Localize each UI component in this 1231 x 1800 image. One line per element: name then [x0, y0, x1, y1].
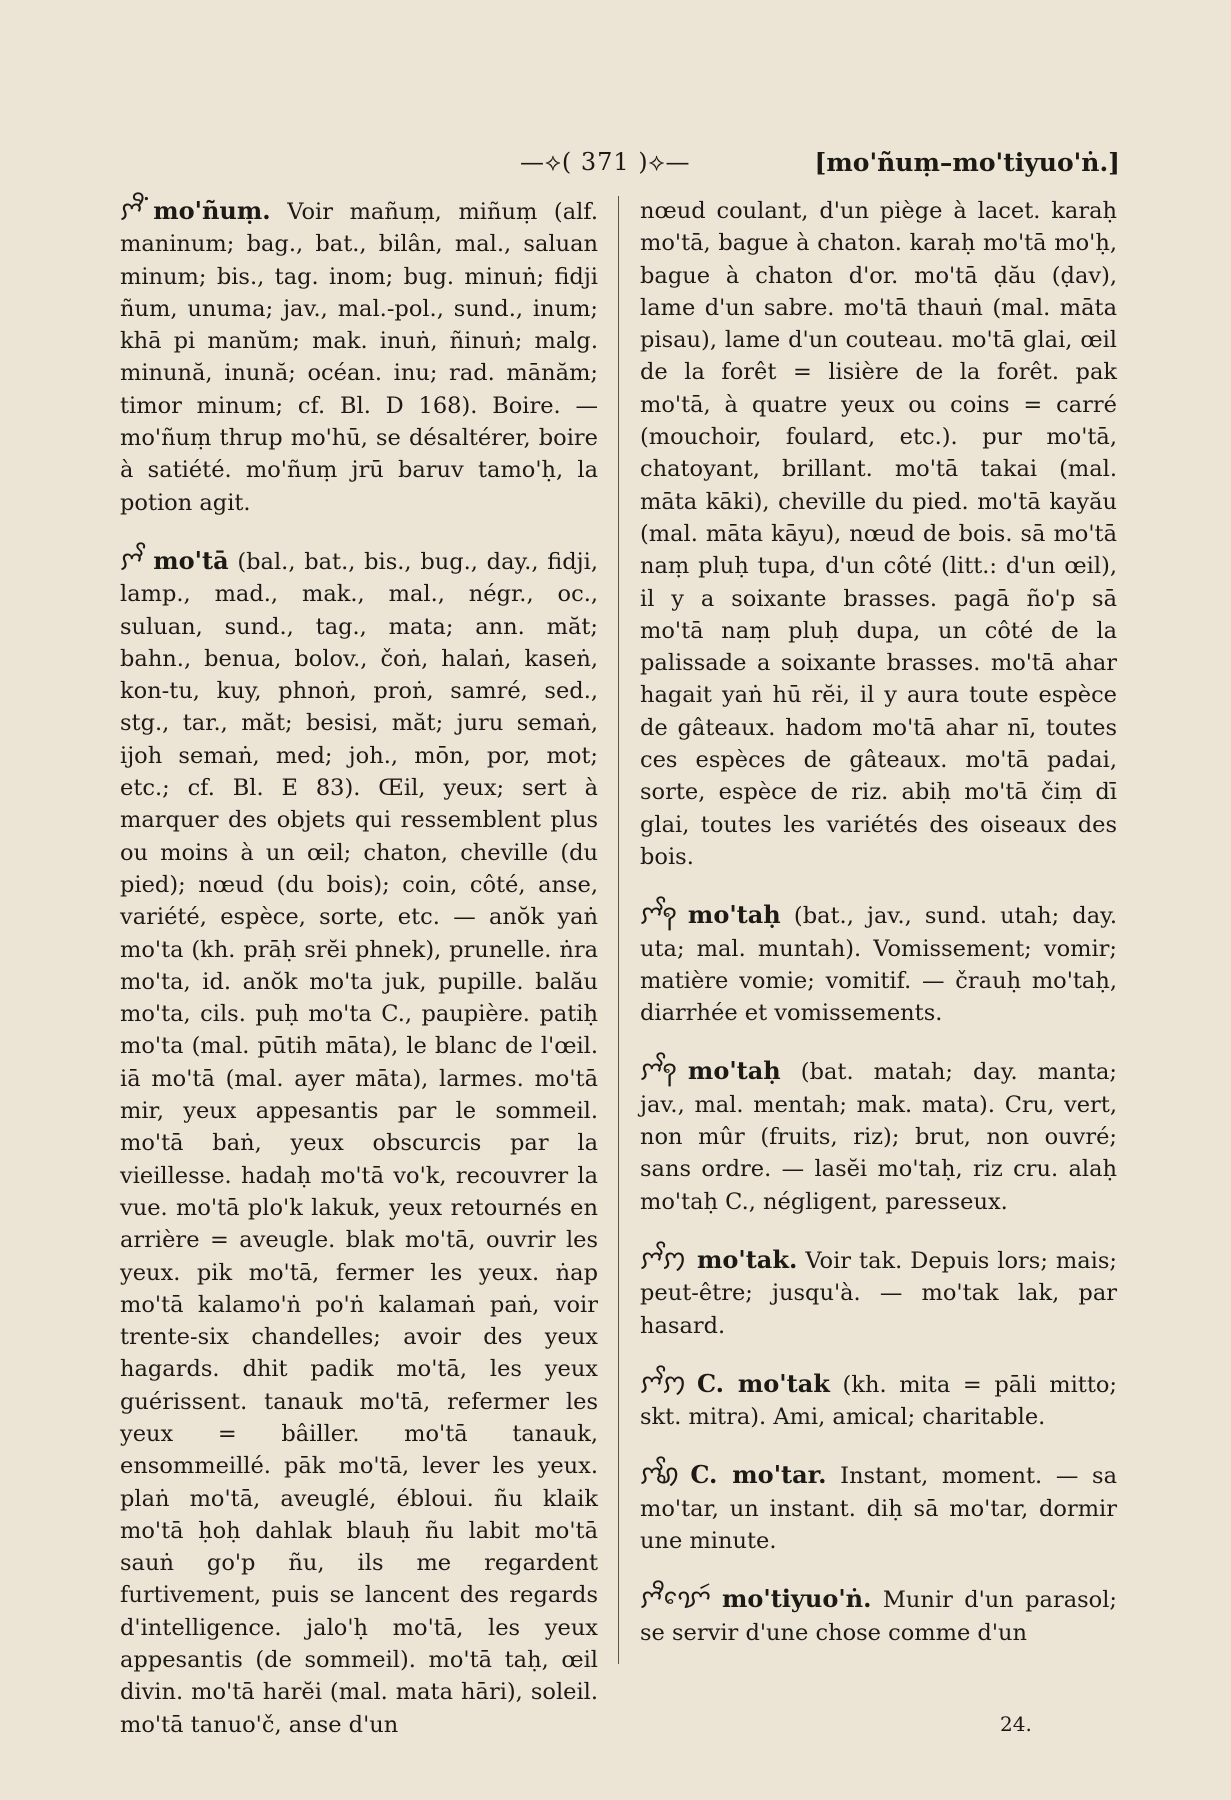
- cham-script-headword: ꨆꨩꩀ: [640, 1368, 687, 1399]
- entry-definition: (kh. mita = pāli mitto; skt. mitra). Ami, amical; charitable.: [640, 1371, 1118, 1431]
- entry-headword: mo'tiyuo'ṅ.: [721, 1584, 872, 1614]
- cham-script-headword: ꨆꨩꩍ: [640, 900, 678, 931]
- entry-definition: (bat., jav., sund. utah; day. uta; mal. muntah). Vomissement; vomir; matière vomie; vomitif. — črauḥ mo'taḥ, diarrhée et vomissements.: [640, 903, 1117, 1027]
- entry-headword: C. mo'tar.: [690, 1460, 827, 1490]
- entry-headword: mo'tak.: [696, 1244, 798, 1274]
- entry-definition: (bat. matah; day. manta; jav., mal. mentah; mak. mata). Cru, vert, non mûr (fruits, riz); brut, non ouvré; sans ordre. — lasĕi mo'taḥ, riz cru. alaḥ mo'taḥ C., négligent, paresseux.: [640, 1059, 1117, 1215]
- dictionary-entry: [640, 1244, 1117, 1342]
- cham-script-headword: ꨆꨩꩍ: [640, 1056, 678, 1087]
- cham-script-headword: ꨆꨪꩌ: [120, 196, 144, 226]
- entry-headword: mo'ñuṃ.: [153, 196, 271, 225]
- dictionary-entry: [640, 1459, 1117, 1557]
- entry-headword: mo'tā: [153, 545, 229, 575]
- running-title: [mo'ñuṃ–mo'tiyuo'ṅ.]: [814, 148, 1120, 177]
- right-column: [640, 195, 1117, 1675]
- dictionary-entry: [120, 545, 598, 1741]
- page-number: —⟡( 371 )⟡—: [520, 148, 691, 176]
- entry-headword: C. mo'tak: [696, 1368, 830, 1398]
- entry-definition: (bal., bat., bis., bug., day., fidji, lamp., mad., mak., mal., négr., oc., suluan, sund., tag., mata; ann. măt; bahn., benua, bolov., čoṅ, halaṅ, kaseṅ, kon-tu, kuy, phnoṅ, proṅ, samré, sed., stg., tar., măt; besisi, măt; juru semaṅ, ijoh semaṅ, med; joh., mōn, por, mot; etc.; cf. Bl. E 83). Œil, yeux; sert à marquer des objets qui ressemblent plus ou moins à un œil; chaton, cheville (du pied); nœud (du bois); coin, côté, anse, variété, espèce, sorte, etc. — anŏk yaṅ mo'ta (kh. prāḥ srĕi phnek), prunelle. ṅra mo'ta, id. anŏk mo'ta juk, pupille. balău mo'ta, cils. puḥ mo'ta C., paupière. patiḥ mo'ta (mal. pūtih māta), le blanc de l'œil. iā mo'tā (mal. ayer māta), larmes. mo'tā mir, yeux appesantis par le sommeil. mo'tā baṅ, yeux obscurcis par la vieillesse. hadaḥ mo'tā vo'k, recouvrer la vue. mo'tā plo'k lakuk, yeux retournés en arrière = aveugle. blak mo'tā, ouvrir les yeux. pik mo'tā, fermer les yeux. ṅap mo'tā kalamo'ṅ po'ṅ kalamaṅ paṅ, voir trente-six chandelles; avoir des yeux hagards. dhit padik mo'tā, les yeux guérissent. tanauk mo'tā, refermer les yeux = bâiller. mo'tā tanauk, ensommeillé. pāk mo'tā, lever les yeux. plaṅ mo'tā, aveuglé, ébloui. ñu klaik mo'tā ḥoḥ dahlak blauḥ ñu labit mo'tā sauṅ go'p ñu, ils me regardent furtivement, puis se lancent des regards d'intelligence. jalo'ḥ mo'tā, les yeux appesantis (de sommeil). mo'tā taḥ, œil divin. mo'tā harĕi (mal. mata hāri), soleil. mo'tā tanuo'č, anse d'un: [120, 548, 598, 1738]
- dictionary-entry: [640, 1055, 1117, 1217]
- cham-script-headword: ꨆꨩꩉ: [640, 1460, 681, 1491]
- entry-definition: Voir mañuṃ, miñuṃ (alf. maninum; bag., bat., bilân, mal., saluan minum; bis., tag. inom; bug. minuṅ; fidji ñum, unuma; jav., mal.-pol., sund., inum; khā pi manŭm; mak. inuṅ, ñinuṅ; malg. minună, inună; océan. inu; rad. mānăm; timor minum; cf. Bl. D 168). Boire. — mo'ñuṃ thrup mo'hū, se désaltérer, boire à satiété. mo'ñuṃ jrū baruv tamo'ḥ, la potion agit.: [120, 199, 598, 516]
- dictionary-entry: [120, 195, 598, 519]
- cham-script-headword: ꨆꨪꨢꨯꩃ: [640, 1584, 712, 1615]
- dictionary-entry: [640, 1368, 1117, 1434]
- left-column: [120, 195, 598, 1767]
- page-header: [520, 148, 1120, 188]
- entry-definition: Instant, moment. — sa mo'tar, un instant. diḥ sā mo'tar, dormir une minute.: [640, 1463, 1117, 1554]
- cham-script-headword: ꨆꨩꩀ: [640, 1244, 687, 1275]
- entry-definition: Munir d'un parasol; se servir d'une chose comme d'un: [640, 1587, 1117, 1646]
- dictionary-entry-continued: [640, 195, 1117, 873]
- entry-definition: Voir tak. Depuis lors; mais; peut-être; jusqu'à. — mo'tak lak, par hasard.: [640, 1247, 1117, 1339]
- signature-mark: 24.: [1000, 1712, 1032, 1736]
- dictionary-entry: [640, 1583, 1117, 1649]
- entry-definition: nœud coulant, d'un piège à lacet. karaḥ mo'tā, bague à chaton. karaḥ mo'tā mo'ḥ, bague à chaton d'or. mo'tā ḍău (ḍav), lame d'un sabre. mo'tā thauṅ (mal. māta pisau), lame d'un couteau. mo'tā glai, œil de la forêt = lisière de la forêt. pak mo'tā, à quatre yeux ou coins = carré (mouchoir, foulard, etc.). pur mo'tā, chatoyant, brillant. mo'tā takai (mal. māta kāki), cheville du pied. mo'tā kayău (mal. māta kāyu), nœud de bois. sā mo'tā naṃ pluḥ tupa, d'un côté (litt.: d'un œil), il y a soixante brasses. pagā ño'p sā mo'tā naṃ pluḥ dupa, un côté de la palissade a soixante brasses. mo'tā ahar hagait yaṅ hū rĕi, il y aura toute espèce de gâteaux. hadom mo'tā ahar nī, toutes ces espèces de gâteaux. mo'tā padai, sorte, espèce de riz. abiḥ mo'tā čiṃ dī glai, toutes les variétés des oiseaux des bois.: [640, 198, 1117, 870]
- column-divider: [618, 196, 619, 1664]
- entry-headword: mo'taḥ: [687, 1056, 781, 1086]
- entry-headword: mo'taḥ: [687, 900, 781, 930]
- cham-script-headword: ꨆꨩ: [120, 545, 144, 576]
- dictionary-entry: [640, 899, 1117, 1029]
